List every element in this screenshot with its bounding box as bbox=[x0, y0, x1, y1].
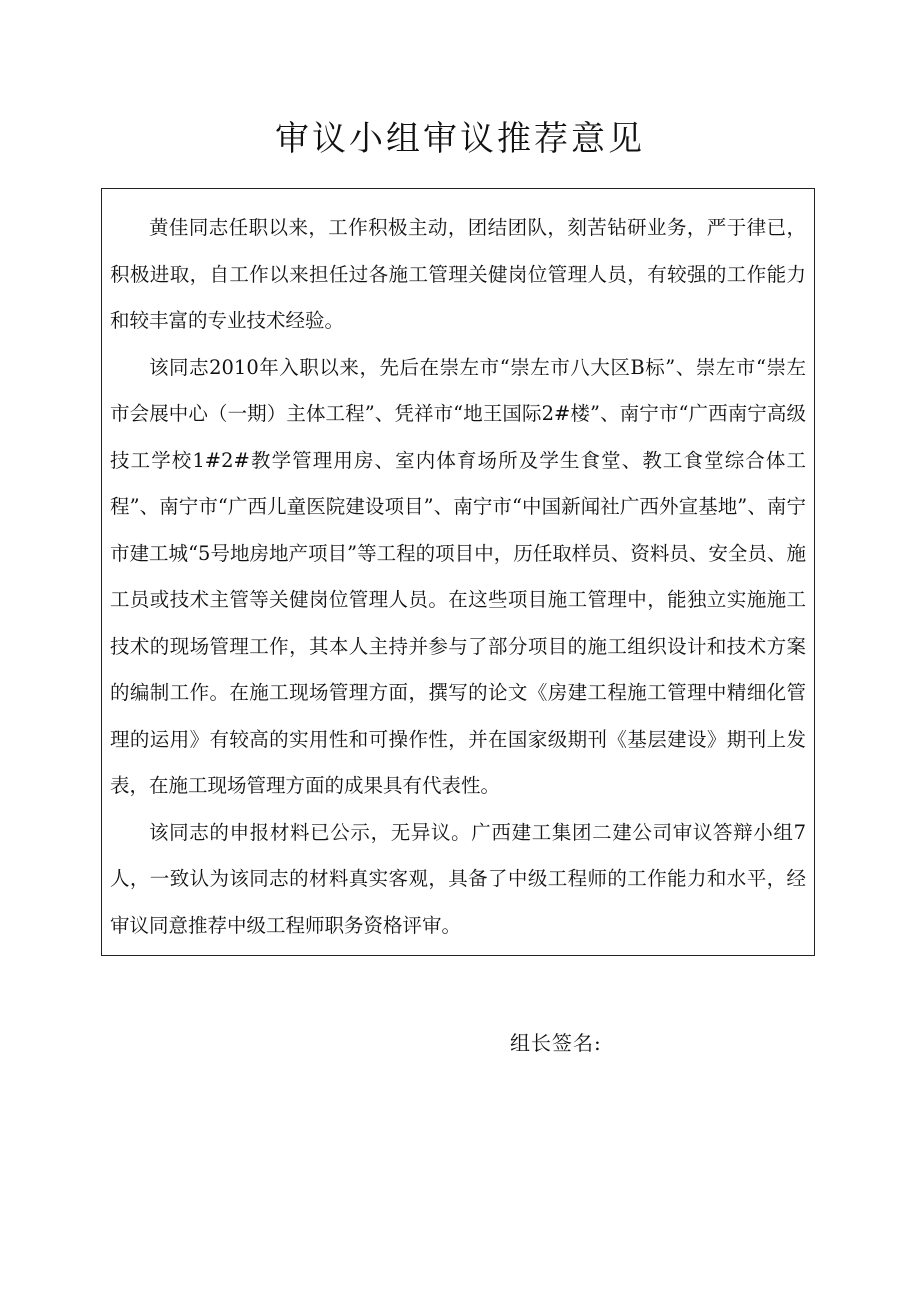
signature-label: 组长签名: bbox=[510, 1031, 602, 1055]
paragraph-performance: 黄佳同志任职以来，工作积极主动，团结团队，刻苦钻研业务，严于律已，积极进取，自工作以来担任过各施工管理关健岗位管理人员，有较强的工作能力和较丰富的专业技术经验。 bbox=[110, 216, 806, 332]
paragraph-work-history: 该同志2010年入职以来，先后在崇左市“崇左市八大区B标”、崇左市“崇左市会展中心（一期）主体工程”、凭祥市“地王国际2#楼”、南宁市“广西南宁高级技工学校1#2#教学管理用房、室内体育场所及学生食堂、教工食堂综合体工程”、南宁市“广西儿童医院建设项目”、南宁市“中国新闻社广西外宣基地”、南宁市建工城“5号地房地产项目”等工程的项目中，历任取样员、资料员、安全员、施工员或技术主管等关健岗位管理人员。在这些项目施工管理中，能独立实施施工技术的现场管理工作，其本人主持并参与了部分项目的施工组织设计和技术方案的编制工作。在施工现场管理方面，撰写的论文《房建工程施工管理中精细化管理的运用》有较高的实用性和可操作性，并在国家级期刊《基层建设》期刊上发表，在施工现场管理方面的成果具有代表性。 bbox=[110, 355, 806, 797]
opinion-box bbox=[101, 188, 815, 956]
page-title: 审议小组审议推荐意见 bbox=[275, 119, 645, 159]
paragraph-conclusion: 该同志的申报材料已公示，无异议。广西建工集团二建公司审议答辩小组7人，一致认为该同志的材料真实客观，具备了中级工程师的工作能力和水平，经审议同意推荐中级工程师职务资格评审。 bbox=[110, 820, 806, 937]
